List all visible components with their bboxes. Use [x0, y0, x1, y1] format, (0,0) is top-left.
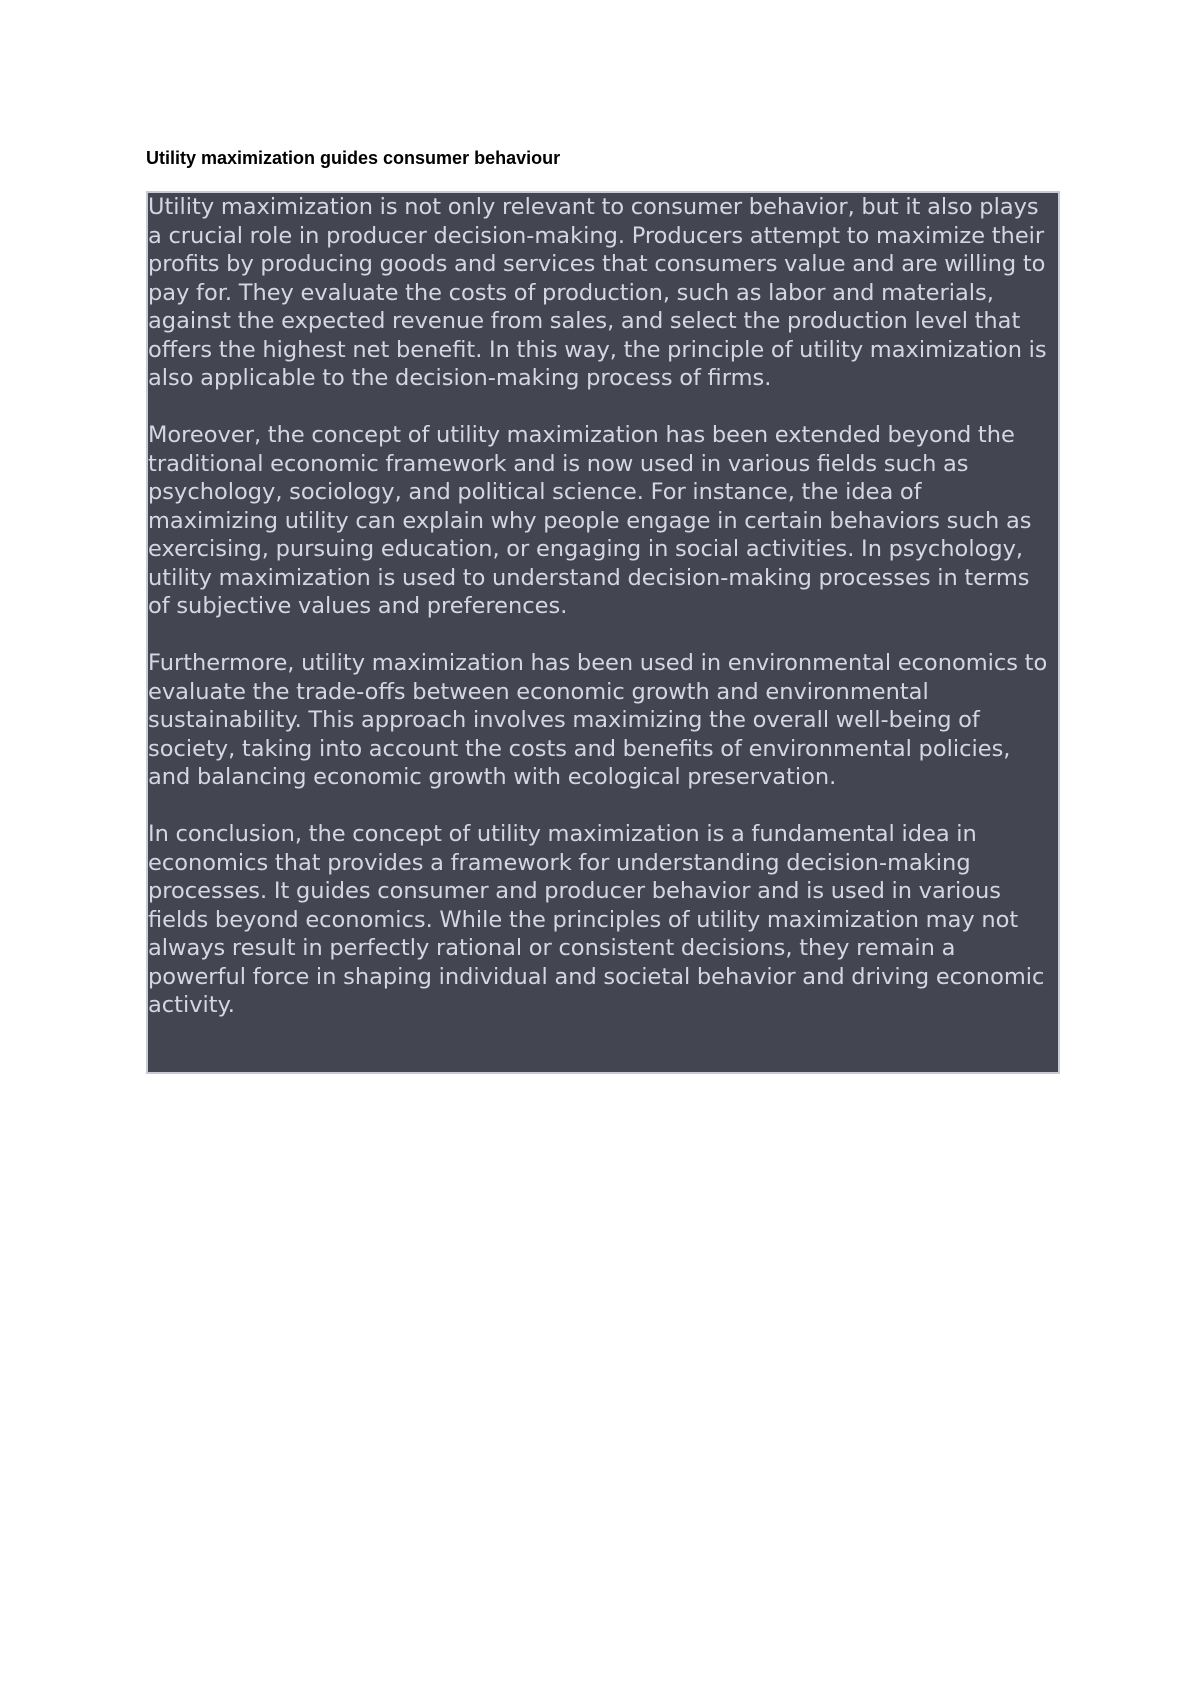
document-heading: Utility maximization guides consumer behaviour [146, 148, 561, 168]
paragraph: Moreover, the concept of utility maximization has been extended beyond the traditional economic framework and is now used in various fields such as psychology, sociology, and political science. For instance, the idea of maximizing utility can explain why people engage in certain behaviors such as exercising, pursuing education, or engaging in social activities. In psychology, utility maximization is used to understand decision-making processes in terms of subjective values and preferences. [148, 422, 1032, 619]
paragraph: Utility maximization is not only relevant to consumer behavior, but it also plays a crucial role in producer decision-making. Producers attempt to maximize their profits by producing goods and services that consumers value and are willing to pay for. They evaluate the costs of production, such as labor and materials, against the expected revenue from sales, and select the production level that offers the highest net benefit. In this way, the principle of utility maximization is also applicable to the decision-making process of firms. [148, 194, 1047, 391]
paragraph: Furthermore, utility maximization has been used in environmental economics to evaluate the trade-offs between economic growth and environmental sustainability. This approach involves maximizing the overall well-being of society, taking into account the costs and benefits of environmental policies, and balancing economic growth with ecological preservation. [148, 650, 1048, 790]
text-box [146, 191, 1060, 1074]
paragraph: In conclusion, the concept of utility maximization is a fundamental idea in economics that provides a framework for understanding decision-making processes. It guides consumer and producer behavior and is used in various fields beyond economics. While the principles of utility maximization may not always result in perfectly rational or consistent decisions, they remain a powerful force in shaping individual and societal behavior and driving economic activity. [148, 821, 1045, 1018]
